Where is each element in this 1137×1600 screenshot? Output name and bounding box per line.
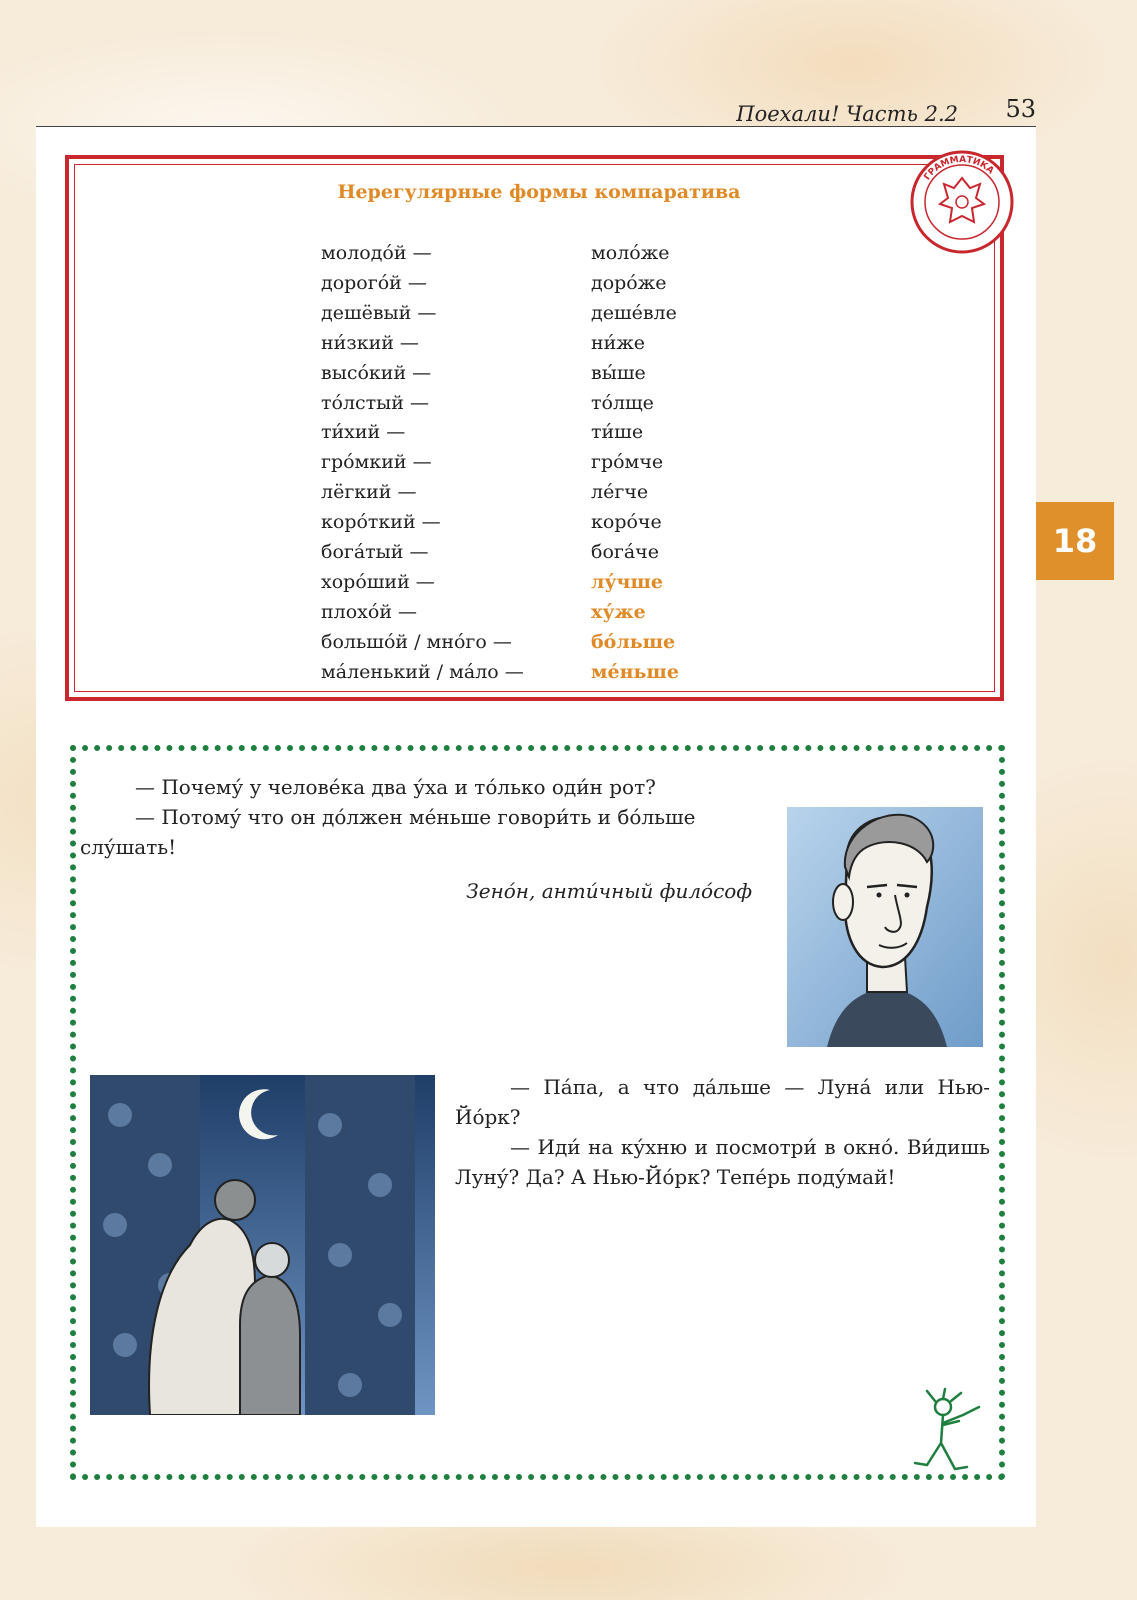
base-form: гро́мкий — xyxy=(321,451,432,474)
comparative-form: гро́мче xyxy=(591,451,664,474)
joke-philosopher xyxy=(80,772,752,906)
joke1-answer: — Потому́ что он до́лжен ме́ньше говори́ть и бо́льше слу́шать! xyxy=(80,805,696,859)
comparative-form-suppletive: лу́чше xyxy=(591,570,663,593)
base-form: ти́хий — xyxy=(321,421,406,444)
joke1-attribution: Зено́н, анти́чный фило́соф xyxy=(466,879,752,903)
joke2-answer: — Иди́ на ку́хню и посмотри́ в окно́. Ви́дишь Луну́? Да? А Нью-Йо́рк? Тепе́рь поду́май! xyxy=(455,1135,990,1189)
base-form: плохо́й — xyxy=(321,600,418,623)
comparative-form: коро́че xyxy=(591,511,662,534)
base-form: бога́тый — xyxy=(321,541,429,564)
header-title: Поехали! Часть 2.2 xyxy=(736,102,958,126)
comparative-form: доро́же xyxy=(591,271,667,294)
base-form: дорого́й — xyxy=(321,271,427,294)
comparative-form-suppletive: бо́льше xyxy=(591,630,676,653)
comparative-form: ни́же xyxy=(591,331,646,354)
comparative-form: то́лще xyxy=(591,391,654,414)
comparative-form-suppletive: ху́же xyxy=(591,600,646,623)
base-forms-column xyxy=(321,239,524,688)
base-form: ма́ленький / ма́ло — xyxy=(321,660,524,683)
comparative-form: ти́ше xyxy=(591,421,644,444)
grammar-stamp-icon xyxy=(908,148,1016,256)
comparative-form: деше́вле xyxy=(591,301,677,324)
comparative-form: моло́же xyxy=(591,242,670,264)
base-form: большо́й / мно́го — xyxy=(321,630,512,653)
comparative-form-suppletive: ме́ньше xyxy=(591,660,679,683)
philosopher-portrait xyxy=(787,807,983,1047)
base-form: хоро́ший — xyxy=(321,570,435,593)
base-form: дешёвый — xyxy=(321,301,437,324)
comparative-form: вы́ше xyxy=(591,361,646,384)
comparative-forms-column xyxy=(591,239,679,688)
running-header xyxy=(36,92,1036,127)
base-form: ни́зкий — xyxy=(321,331,419,354)
page-number: 53 xyxy=(1005,95,1036,123)
base-form: высо́кий — xyxy=(321,361,432,384)
joke-moon-newyork xyxy=(455,1072,990,1192)
base-form: молодо́й — xyxy=(321,242,432,264)
jester-flute-icon xyxy=(905,1385,985,1485)
father-son-window-illustration xyxy=(90,1075,435,1455)
grammar-box xyxy=(65,155,1004,701)
grammar-title: Нерегулярные формы компаратива xyxy=(337,181,741,203)
chapter-tab: 18 xyxy=(1036,502,1114,580)
joke2-question: — Па́па, а что да́льше — Луна́ или Нью-Йо́рк? xyxy=(455,1075,990,1129)
stamp-label: ГРАММАТИКА xyxy=(922,154,996,183)
base-form: то́лстый — xyxy=(321,391,429,414)
base-form: коро́ткий — xyxy=(321,511,441,534)
joke1-question: — Почему́ у челове́ка два у́ха и то́лько оди́н рот? xyxy=(135,775,656,799)
comparative-form: ле́гче xyxy=(591,481,649,504)
base-form: лёгкий — xyxy=(321,481,417,504)
comparative-form: бога́че xyxy=(591,541,659,564)
